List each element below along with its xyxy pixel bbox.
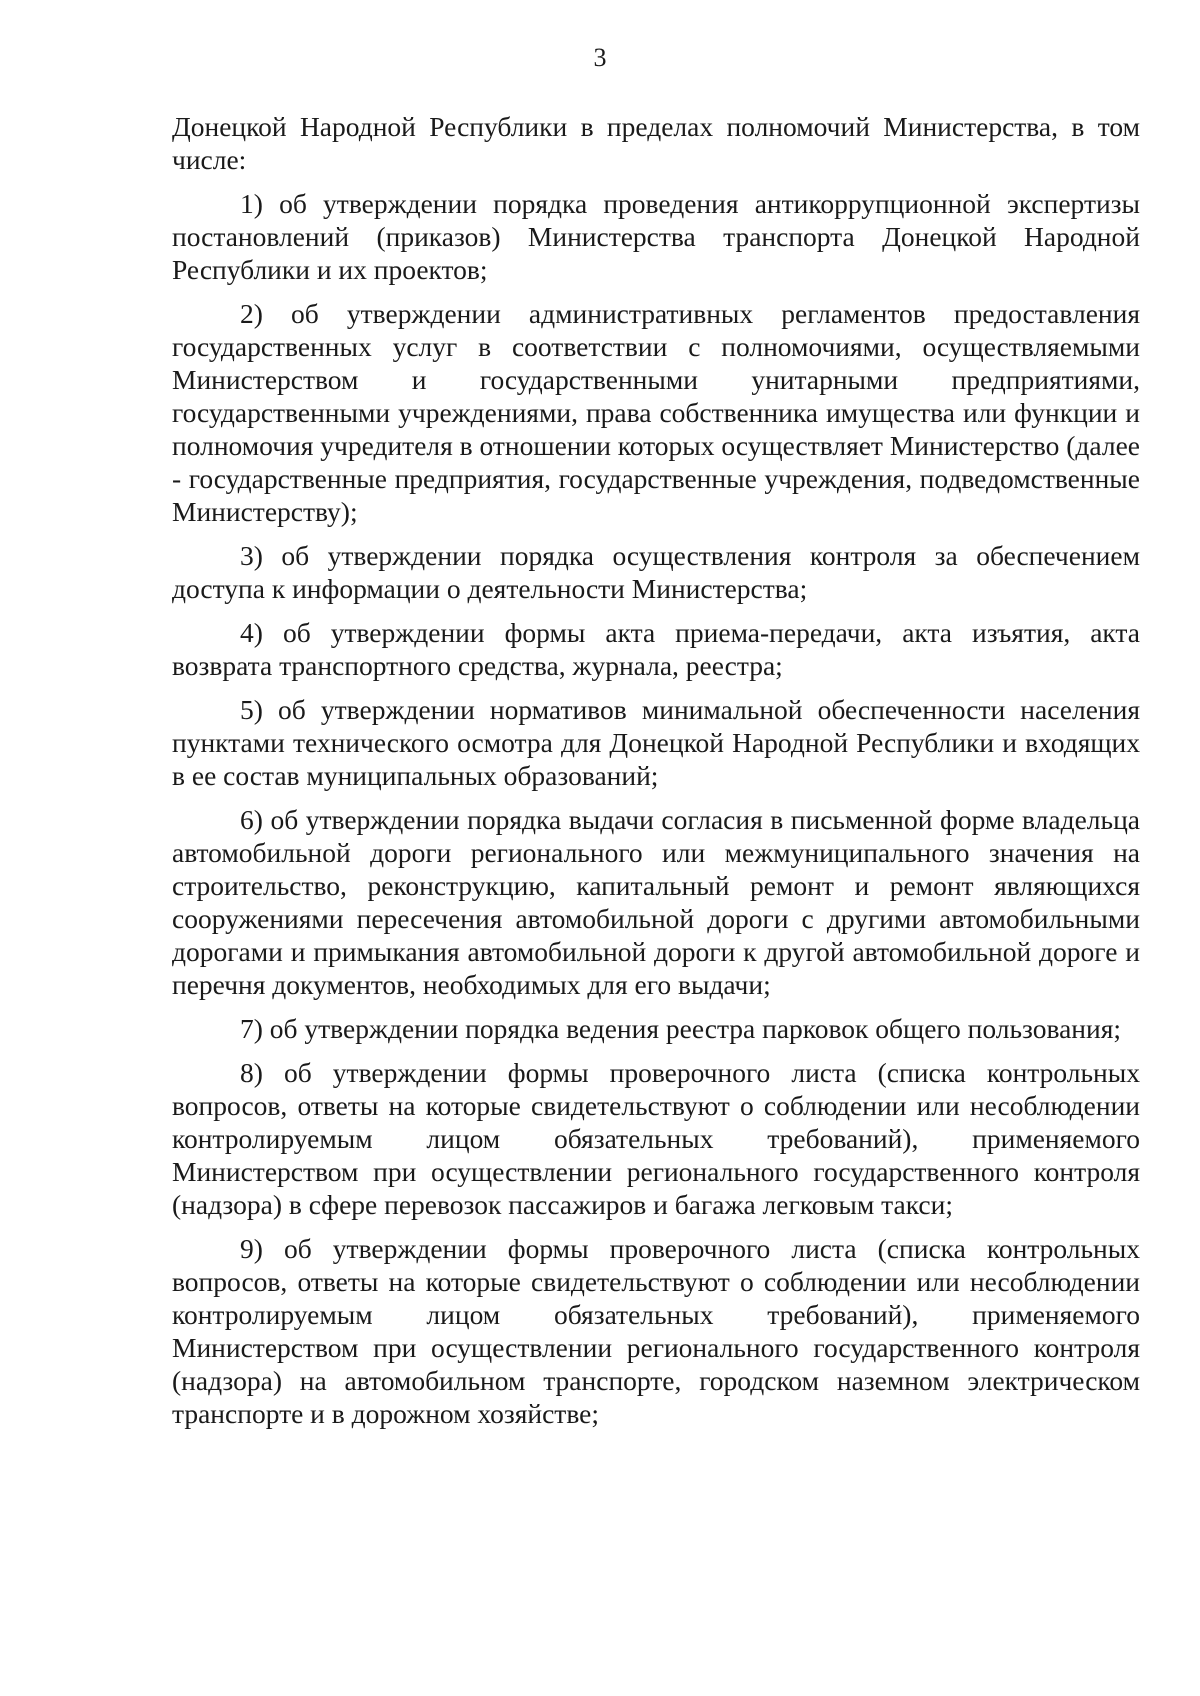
paragraph-intro — [172, 110, 1140, 176]
list-item-text: об утверждении порядка выдачи согласия в письменной форме владельца автомобильной дороги регионального или межмуниципального значения на строительство, реконструкцию, капитальный ремонт и ремонт являющихся сооружениями пересечения автомобильной дороги с другими автомобильными дорогами и примыкания автомобильной дороги к другой автомобильной дороге и перечня документов, необходимых для его выдачи; — [172, 804, 1140, 1000]
list-item-2 — [172, 297, 1140, 528]
list-item-text: об утверждении порядка осуществления контроля за обеспечением доступа к информации о деятельности Министерства; — [172, 540, 1140, 604]
list-item-text: об утверждении формы акта приема-передачи, акта изъятия, акта возврата транспортного средства, журнала, реестра; — [172, 617, 1140, 681]
list-item-5 — [172, 693, 1140, 792]
list-item-number: 1) — [240, 188, 263, 219]
list-item-text: об утверждении порядка проведения антикоррупционной экспертизы постановлений (приказов) Министерства транспорта Донецкой Народной Республики и их проектов; — [172, 188, 1141, 285]
list-item-number: 3) — [240, 540, 263, 571]
list-item-7 — [172, 1012, 1140, 1045]
list-item-number: 9) — [240, 1233, 263, 1264]
list-item-text: об утверждении порядка ведения реестра парковок общего пользования; — [269, 1013, 1122, 1044]
list-item-number: 2) — [240, 298, 263, 329]
list-item-8 — [172, 1056, 1140, 1221]
list-item-text: об утверждении нормативов минимальной обеспеченности населения пунктами технического осмотра для Донецкой Народной Республики и входящих в ее состав муниципальных образований; — [172, 694, 1140, 791]
list-item-number: 5) — [240, 694, 263, 725]
list-item-6 — [172, 803, 1140, 1001]
list-item-number: 4) — [240, 617, 263, 648]
list-item-text: об утверждении административных регламентов предоставления государственных услуг в соответствии с полномочиями, осуществляемыми Министерством и государственными унитарными предприятиями, государственными учреждениями, права собственника имущества или функции и полномочия учредителя в отношении которых осуществляет Министерство (далее - государственные предприятия, государственные учреждения, подведомственные Министерству); — [172, 298, 1140, 527]
list-item-number: 6) — [240, 804, 263, 835]
list-item-number: 7) — [240, 1013, 263, 1044]
list-item-3 — [172, 539, 1140, 605]
list-item-text: об утверждении формы проверочного листа (списка контрольных вопросов, ответы на которые свидетельствуют о соблюдении или несоблюдении контролируемым лицом обязательных требований), применяемого Министерством при осуществлении регионального государственного контроля (надзора) на автомобильном транспорте, городском наземном электрическом транспорте и в дорожном хозяйстве; — [172, 1233, 1140, 1429]
list-item-text: об утверждении формы проверочного листа (списка контрольных вопросов, ответы на которые свидетельствуют о соблюдении или несоблюдении контролируемым лицом обязательных требований), применяемого Министерством при осуществлении регионального государственного контроля (надзора) в сфере перевозок пассажиров и багажа легковым такси; — [172, 1057, 1140, 1220]
page-number: 3 — [593, 43, 607, 72]
list-item-number: 8) — [240, 1057, 263, 1088]
list-item-9 — [172, 1232, 1140, 1430]
list-item-4 — [172, 616, 1140, 682]
list-item-1 — [172, 187, 1140, 286]
document-body — [172, 110, 1140, 1441]
paragraph-text: Донецкой Народной Республики в пределах полномочий Министерства, в том числе: — [172, 111, 1140, 175]
